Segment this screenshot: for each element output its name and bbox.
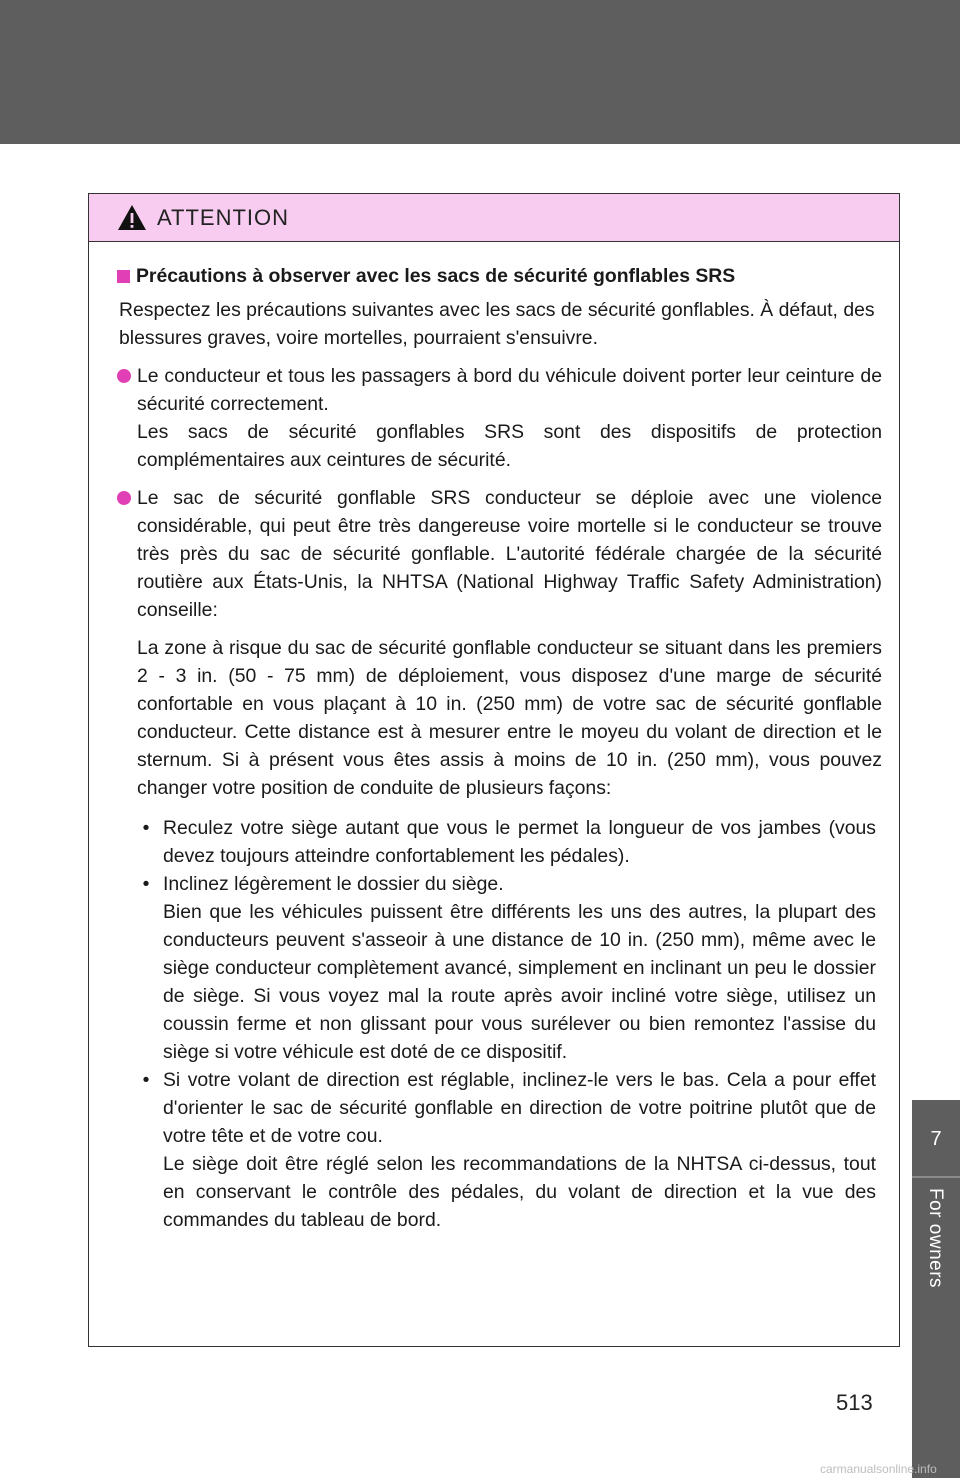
chapter-tab: [912, 1178, 960, 1478]
intro-text: Respectez les précautions suivantes avec les sacs de sécurité gonflables. À défaut, des blessures graves, voire mortelles, pourraient s'ensuivre.: [119, 299, 875, 349]
warning-triangle-icon: [117, 204, 147, 231]
warning-title: ATTENTION: [157, 204, 290, 230]
chapter-number: 7: [912, 1100, 960, 1178]
square-bullet-icon: [117, 270, 130, 283]
dot-bullet-icon: [117, 369, 131, 383]
bullet-item: [139, 870, 876, 1066]
warning-header: [89, 194, 899, 242]
item2-text: Le sac de sécurité gonflable SRS conducteur se déploie avec une violence considérable, qui peut être très dangereuse voire mortelle si le conducteur se trouve très près du sac de sécurité gonflable. L'autorité fédérale chargée de la sécurité routière aux États-Unis, la NHTSA (National Highway Traffic Safety Administration) conseille:: [137, 487, 882, 621]
item1-line2: Les sacs de sécurité gonflables SRS sont des dispositifs de protection complémentaires aux ceintures de sécurité.: [137, 421, 882, 471]
bullet-list: [117, 814, 882, 1234]
page-number: 513: [836, 1390, 873, 1415]
bullet3b-text: Le siège doit être réglé selon les recommandations de la NHTSA ci-dessus, tout en conservant le contrôle des pédales, du volant de direction et la vue des commandes du tableau de bord.: [163, 1153, 876, 1231]
section-title: Précautions à observer avec les sacs de sécurité gonflables SRS: [136, 265, 736, 287]
bullet-mark: •: [142, 817, 150, 839]
top-band: [0, 0, 960, 144]
dot-bullet-icon: [117, 491, 131, 505]
list-item-text: [137, 362, 882, 474]
watermark: carmanualsonline.info: [820, 1462, 937, 1476]
bullet2b-text: Bien que les véhicules puissent être différents les uns des autres, la plupart des conducteurs peuvent s'asseoir à une distance de 10 in. (250 mm), même avec le siège conducteur complètement avancé, simplement en inclinant un peu le dossier de siège. Si vous voyez mal la route après avoir incliné votre siège, utilisez un coussin ferme et non glissant pour vous surélever ou bien remontez l'assise du siège si votre véhicule est doté de ce dispositif.: [163, 901, 876, 1063]
bullet3a-text: Si votre volant de direction est réglable, inclinez-le vers le bas. Cela a pour effet d'orienter le sac de sécurité gonflable en direction de votre poitrine plutôt que de votre tête et de votre cou.: [163, 1069, 876, 1147]
bullet2a-text: Inclinez légèrement le dossier du siège.: [163, 873, 504, 895]
section-heading: [117, 262, 882, 290]
warning-body: [89, 242, 899, 1234]
list-item: [117, 484, 882, 624]
bullet-item: [139, 814, 876, 870]
warning-box: [88, 193, 900, 1347]
list-item: [117, 362, 882, 474]
bullet-mark: •: [142, 1069, 150, 1091]
chapter-label: For owners: [925, 1188, 946, 1289]
nhtsa-paragraph: La zone à risque du sac de sécurité gonflable conducteur se situant dans les premiers 2 - 3 in. (50 - 75 mm) de déploiement, vous disposez d'une marge de sécurité confortable en vous plaçant à 10 in. (250 mm) de votre sac de sécurité gonflable conducteur. Cette distance est à mesurer entre le moyeu du volant de direction et le sternum. Si à présent vous êtes assis à moins de 10 in. (250 mm), vous pouvez changer votre position de conduite de plusieurs façons:: [137, 637, 882, 799]
bullet-mark: •: [142, 873, 150, 895]
bullet3-text: [163, 1066, 876, 1234]
bullet1-text: Reculez votre siège autant que vous le permet la longueur de vos jambes (vous devez toujours atteindre confortablement les pédales).: [163, 817, 876, 867]
bullet-item: [139, 1066, 876, 1234]
bullet2-text: [163, 870, 876, 1066]
item1-line1: Le conducteur et tous les passagers à bord du véhicule doivent porter leur ceinture de sécurité correctement.: [137, 365, 882, 415]
